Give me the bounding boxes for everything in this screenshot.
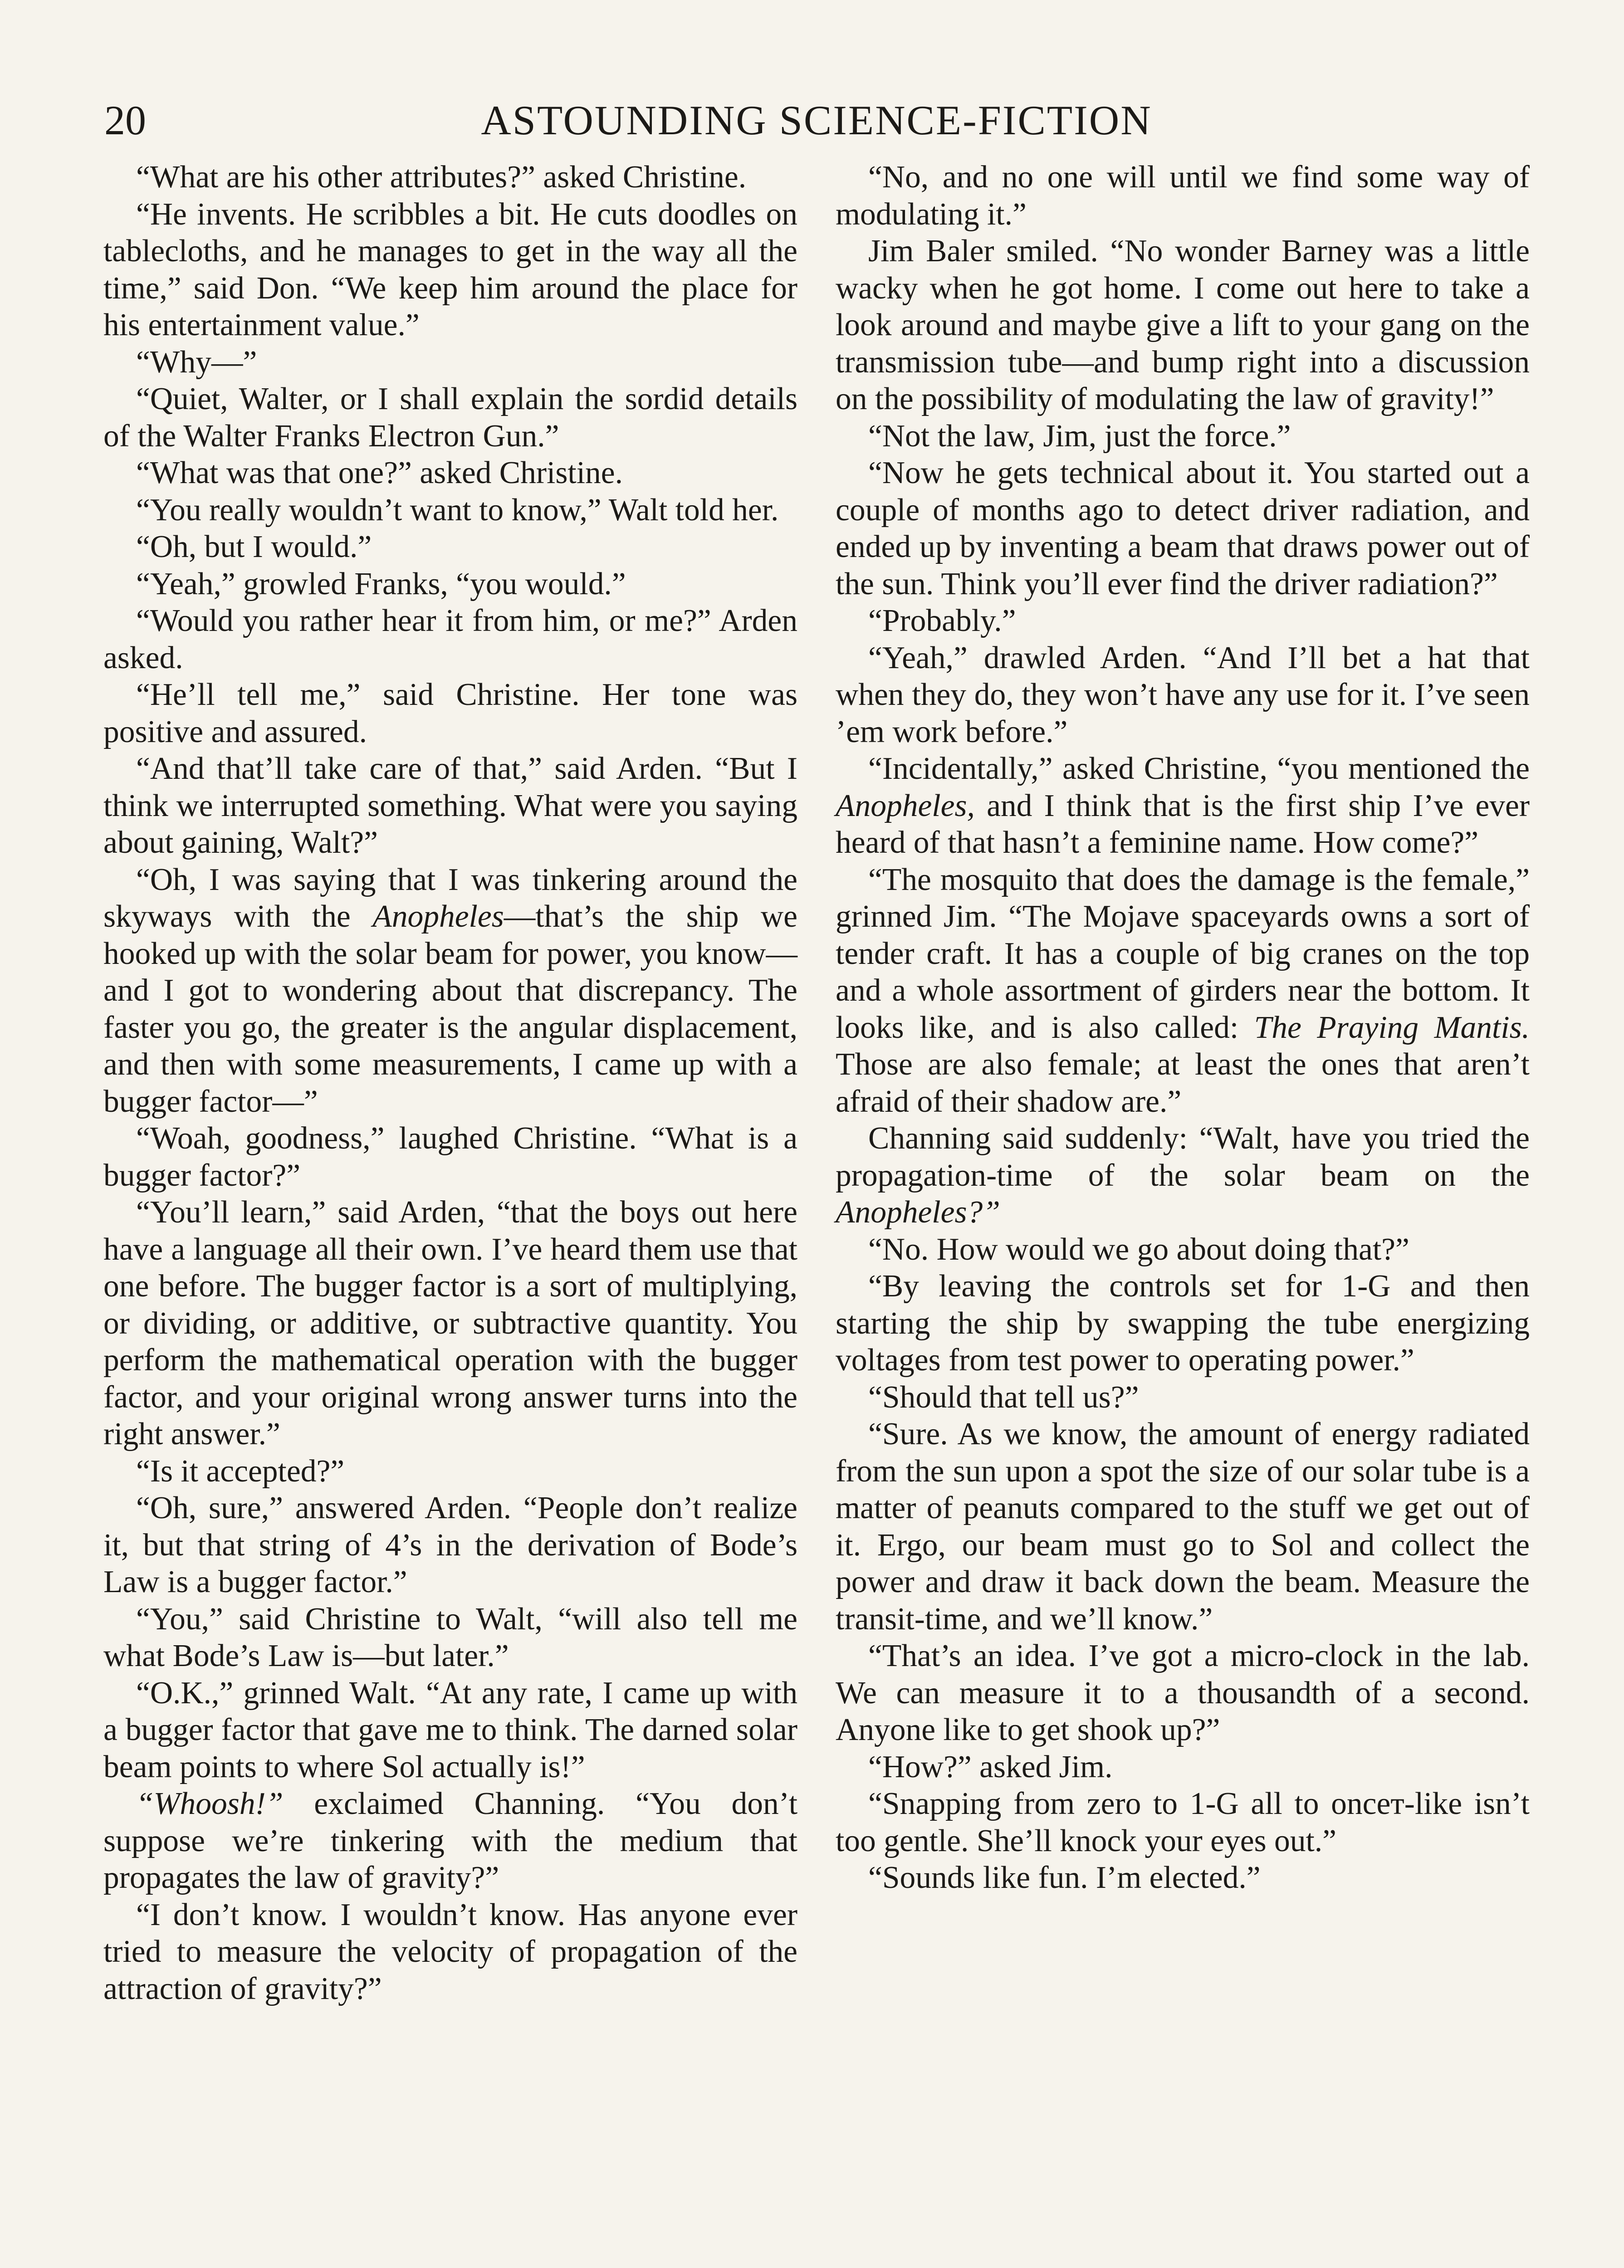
paragraph: “Quiet, Walter, or I shall explain the sordid details of the Walter Franks Electron Gun.”	[103, 381, 797, 454]
paragraph: “What was that one?” asked Christine.	[136, 455, 623, 490]
right-text-column	[836, 159, 1530, 1897]
paragraph: “You really wouldn’t want to know,” Walt told her.	[136, 492, 779, 528]
paragraph: “Sounds like fun. I’m elected.”	[868, 1860, 1261, 1895]
paragraph: “By leaving the controls set for 1-G and then starting the ship by swapping the tube energizing voltages from test power to operating power.”	[836, 1269, 1530, 1378]
paragraph: “Yeah,” growled Franks, “you would.”	[136, 566, 626, 601]
paragraph: “What are his other attributes?” asked Christine.	[136, 160, 747, 195]
paragraph: “How?” asked Jim.	[868, 1749, 1113, 1784]
paragraph: “I don’t know. I wouldn’t know. Has anyone ever tried to measure the velocity of propagation of the attraction of gravity?”	[103, 1897, 797, 2006]
paragraph: “Snapping from zero to 1-G all to onceт-like isn’t too gentle. She’ll knock your eyes out.”	[836, 1786, 1530, 1858]
page-header	[104, 93, 1529, 152]
paragraph: “You,” said Christine to Walt, “will also tell me what Bode’s Law is—but later.”	[103, 1601, 797, 1673]
paragraph: “Oh, sure,” answered Arden. “People don’t realize it, but that string of 4’s in the derivation of Bode’s Law is a bugger factor.”	[103, 1491, 797, 1599]
paragraph: “Would you rather hear it from him, or me?” Arden asked.	[103, 603, 797, 675]
paragraph: “The mosquito that does the damage is the female,” grinned Jim. “The Mojave spaceyards owns a sort of tender craft. It has a couple of big cranes on the top and a whole assortment of girders near the bottom. It looks like, and is also called: The Praying Mantis. Those are also female; at least the ones that aren’t afraid of their shadow are.”	[836, 862, 1530, 1119]
running-title: ASTOUNDING SCIENCE-FICTION	[481, 97, 1152, 143]
paragraph: “Woah, goodness,” laughed Christine. “What is a bugger factor?”	[103, 1121, 797, 1193]
paragraph: “Is it accepted?”	[136, 1453, 345, 1489]
paragraph: “And that’ll take care of that,” said Arden. “But I think we interrupted something. What were you saying about gaining, Walt?”	[103, 751, 797, 860]
paragraph: “No, and no one will until we find some way of modulating it.”	[836, 160, 1530, 232]
paragraph: “Oh, but I would.”	[136, 529, 372, 564]
paragraph: “Probably.”	[868, 603, 1016, 638]
paragraph: “Incidentally,” asked Christine, “you mentioned the Anopheles, and I think that is the first ship I’ve ever heard of that hasn’t a feminine name. How come?”	[836, 751, 1530, 860]
paragraph: “Yeah,” drawled Arden. “And I’ll bet a hat that when they do, they won’t have any use for it. I’ve seen ’em work before.”	[836, 640, 1530, 749]
left-text-column	[103, 159, 797, 2007]
paragraph: “Sure. As we know, the amount of energy radiated from the sun upon a spot the size of our solar tube is a matter of peanuts compared to the stuff we get out of it. Ergo, our beam must go to Sol and collect the power and draw it back down the beam. Measure the transit-time, and we’ll know.”	[836, 1417, 1530, 1637]
paragraph: “Now he gets technical about it. You started out a couple of months ago to detect driver radiation, and ended up by inventing a beam that draws power out of the sun. Think you’ll ever find the driver radiation?”	[836, 455, 1530, 601]
paragraph: “Not the law, Jim, just the force.”	[868, 418, 1291, 454]
page-number: 20	[104, 97, 146, 143]
paragraph: “That’s an idea. I’ve got a micro-clock in the lab. We can measure it to a thousandth of a second. Anyone like to get shook up?”	[836, 1638, 1530, 1747]
paragraph: “He’ll tell me,” said Christine. Her tone was positive and assured.	[103, 677, 797, 749]
paragraph: “Oh, I was saying that I was tinkering around the skyways with the Anopheles—that’s the ship we hooked up with the solar beam for power, you know—and I got to wondering about that discrepancy. The faster you go, the greater is the angular displacement, and then with some measurements, I came up with a bugger factor—”	[103, 862, 797, 1119]
paragraph: Jim Baler smiled. “No wonder Barney was a little wacky when he got home. I come out here to take a look around and maybe give a lift to your gang on the transmission tube—and bump right into a discussion on the possibility of modulating the law of gravity!”	[836, 234, 1530, 416]
paragraph: Channing said suddenly: “Walt, have you tried the propagation-time of the solar beam on the Anopheles?”	[836, 1121, 1530, 1230]
paragraph: “Why—”	[136, 344, 257, 380]
paragraph: “You’ll learn,” said Arden, “that the boys out here have a language all their own. I’ve heard them use that one before. The bugger factor is a sort of multiplying, or dividing, or additive, or subtractive quantity. You perform the mathematical operation with the bugger factor, and your original wrong answer turns into the right answer.”	[103, 1195, 797, 1452]
paragraph: “Whoosh!” exclaimed Channing. “You don’t suppose we’re tinkering with the medium that propagates the law of gravity?”	[103, 1786, 797, 1895]
paragraph: “No. How would we go about doing that?”	[868, 1232, 1409, 1267]
paragraph: “O.K.,” grinned Walt. “At any rate, I came up with a bugger factor that gave me to think. The darned solar beam points to where Sol actually is!”	[103, 1675, 797, 1784]
paragraph: “Should that tell us?”	[868, 1379, 1139, 1415]
paragraph: “He invents. He scribbles a bit. He cuts doodles on tablecloths, and he manages to get in the way all the time,” said Don. “We keep him around the place for his entertainment value.”	[103, 196, 797, 342]
